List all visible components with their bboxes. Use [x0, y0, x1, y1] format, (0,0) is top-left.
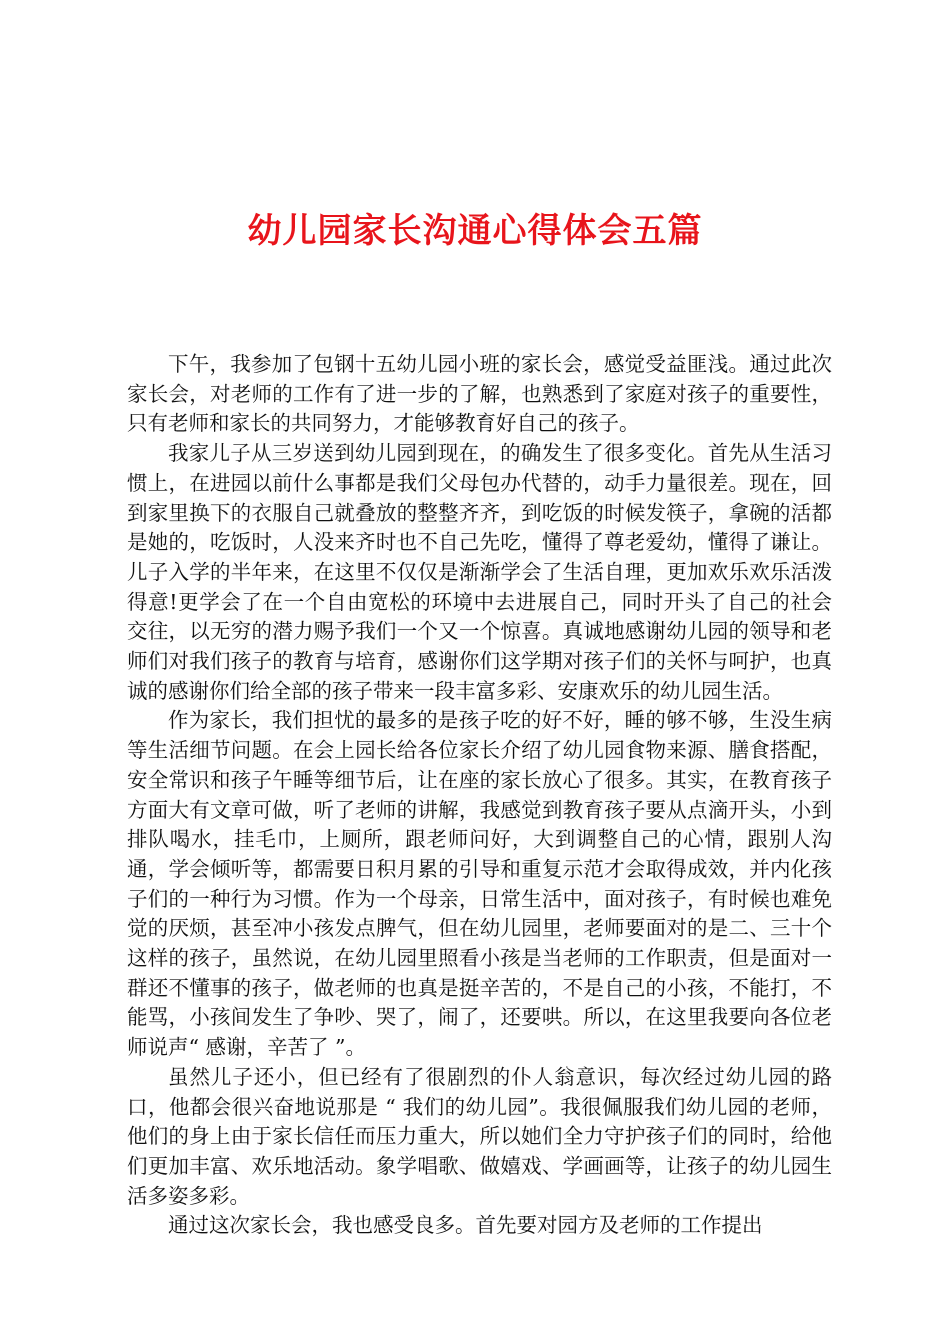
paragraph: 通过这次家长会，我也感受良多。首先要对园方及老师的工作提出: [168, 1213, 763, 1238]
document-body: [127, 350, 832, 1241]
document-title: 幼儿园家长沟通心得体会五篇: [247, 211, 703, 251]
paragraph: 作为家长，我们担忧的最多的是孩子吃的好不好，睡的够不够，生没生病等生活细节问题。在会上园长给各位家长介绍了幼儿园食物来源、膳食搭配，安全常识和孩子午睡等细节后，让在座的家长放心了很多。其实，在教育孩子方面大有文章可做，听了老师的讲解，我感觉到教育孩子要从点滴开头，小到排队喝水，挂毛巾，上厕所，跟老师问好，大到调整自己的心情，跟别人沟通，学会倾听等，都需要日积月累的引导和重复示范才会取得成效，并内化孩子们的一种行为习惯。作为一个母亲，日常生活中，面对孩子，有时候也难免觉的厌烦，甚至冲小孩发点脾气，但在幼儿园里，老师要面对的是二、三十个这样的孩子，虽然说，在幼儿园里照看小孩是当老师的工作职责，但是面对一群还不懂事的孩子，做老师的也真是挺辛苦的，不是自己的小孩，不能打，不能骂，小孩间发生了争吵、哭了，闹了，还要哄。所以，在这里我要向各位老师说声“ 感谢，辛苦了 ”。: [127, 708, 832, 1060]
paragraph: 虽然儿子还小，但已经有了很剧烈的仆人翁意识，每次经过幼儿园的路口，他都会很兴奋地说那是 “ 我们的幼儿园”。我很佩服我们幼儿园的老师，他们的身上由于家长信任而压力重大，所以她们全力守护孩子们的同时，给他们更加丰富、欢乐地活动。象学唱歌、做嬉戏、学画画等，让孩子的幼儿园生活多姿多彩。: [127, 1064, 832, 1208]
paragraph: 我家儿子从三岁送到幼儿园到现在，的确发生了很多变化。首先从生活习惯上，在进园以前什么事都是我们父母包办代替的，动手力量很差。现在，回到家里换下的衣服自己就叠放的整整齐齐，到吃饭的时候发筷子，拿碗的活都是她的，吃饭时，人没来齐时也不自己先吃，懂得了尊老爱幼，懂得了谦让。儿子入学的半年来，在这里不仅仅是渐渐学会了生活自理，更加欢乐欢乐活泼得意!更学会了在一个自由宽松的环境中去进展自己，同时开头了自己的社会交往，以无穷的潜力赐予我们一个又一个惊喜。真诚地感谢幼儿园的领导和老师们对我们孩子的教育与培育，感谢你们这学期对孩子们的关怀与呵护，也真诚的感谢你们给全部的孩子带来一段丰富多彩、安康欢乐的幼儿园生活。: [127, 441, 832, 703]
paragraph: 下午，我参加了包钢十五幼儿园小班的家长会，感觉受益匪浅。通过此次家长会，对老师的工作有了进一步的了解，也熟悉到了家庭对孩子的重要性，只有老师和家长的共同努力，才能够教育好自己的孩子。: [127, 352, 832, 436]
